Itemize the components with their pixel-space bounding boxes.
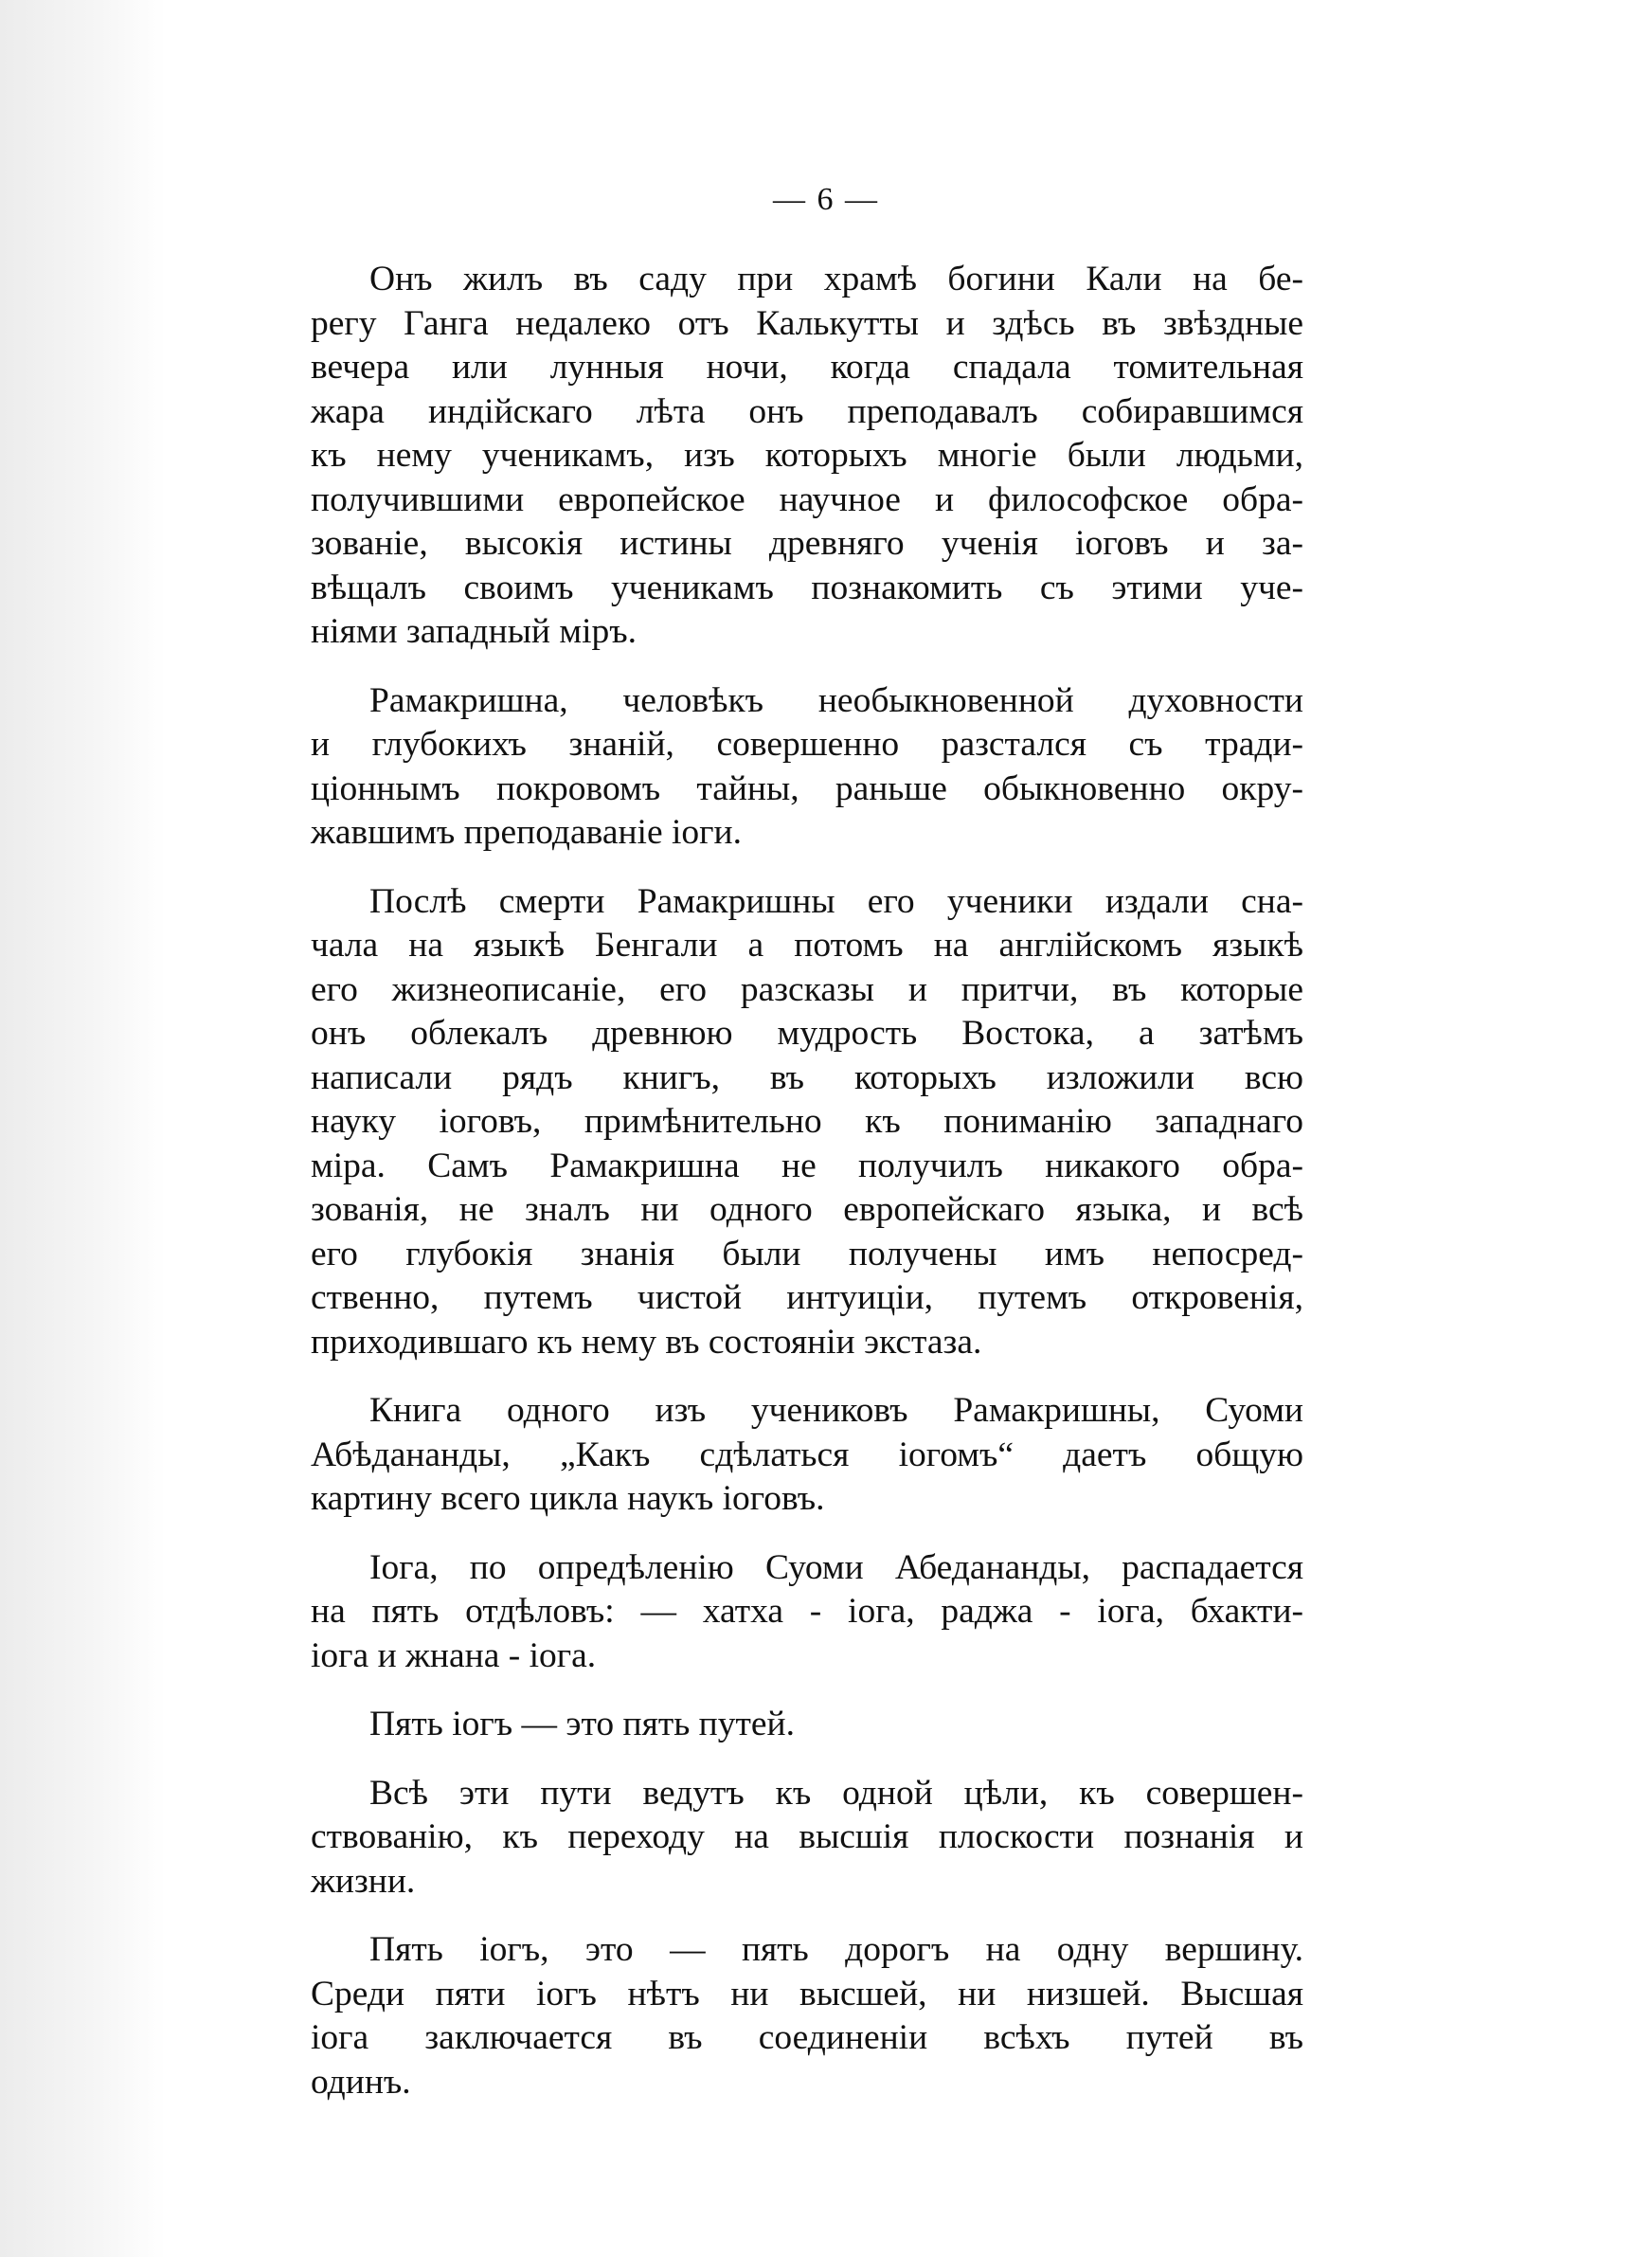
text-line: вечера или лунныя ночи, когда спадала томительная <box>311 348 1303 387</box>
text-line: его жизнеописаніе, его разсказы и притчи, въ которые <box>311 969 1303 1009</box>
text-line: Среди пяти іогъ нѣтъ ни высшей, ни низшей. Высшая <box>311 1974 1303 2013</box>
text-line: Пять іогъ, это — пять дорогъ на одну вершину. <box>369 1930 1303 1969</box>
text-line: ствованію, къ переходу на высшія плоскости познанія и <box>311 1817 1303 1856</box>
text-line: жара индійскаго лѣта онъ преподавалъ собиравшимся <box>311 391 1303 431</box>
paragraph <box>311 258 1303 655</box>
text-line: зованія, не зналъ ни одного европейскаго языка, и всѣ <box>311 1190 1303 1229</box>
text-line: Послѣ смерти Рамакришны его ученики издали сна- <box>369 881 1303 921</box>
text-line: ніями западный міръ. <box>311 612 637 651</box>
text-line: получившими европейское научное и философское обра- <box>311 479 1303 519</box>
paragraph <box>311 1703 1303 1747</box>
text-line: и глубокихъ знаній, совершенно разстался съ тради- <box>311 725 1303 764</box>
body-text <box>311 258 1303 2129</box>
page-number: — 6 — <box>773 182 879 217</box>
scan-edge-shadow <box>0 0 166 2257</box>
text-line: ственно, путемъ чистой интуиціи, путемъ откровенія, <box>311 1278 1303 1317</box>
text-line: картину всего цикла наукъ іоговъ. <box>311 1479 825 1518</box>
text-line: на пять отдѣловъ: — хатха - іога, раджа - іога, бхакти- <box>311 1592 1303 1631</box>
paragraph <box>311 1772 1303 1905</box>
text-line: вѣщалъ своимъ ученикамъ познакомить съ этими уче- <box>311 568 1303 607</box>
paragraph <box>311 679 1303 856</box>
text-line: Абѣдананды, „Какъ сдѣлаться іогомъ“ даетъ общую <box>311 1435 1303 1474</box>
text-line: приходившаго къ нему въ состояніи экстаза. <box>311 1322 982 1362</box>
text-line: жавшимъ преподаваніе іоги. <box>311 813 742 852</box>
text-line: Іога, по опредѣленію Суоми Абедананды, распадается <box>369 1547 1303 1587</box>
text-line: одинъ. <box>311 2062 411 2102</box>
text-line: міра. Самъ Рамакришна не получилъ никакого обра- <box>311 1146 1303 1185</box>
text-line: жизни. <box>311 1861 416 1901</box>
text-line: зованіе, высокія истины древняго ученія іоговъ и за- <box>311 524 1303 563</box>
text-line: къ нему ученикамъ, изъ которыхъ многіе были людьми, <box>311 436 1303 475</box>
text-line: Онъ жилъ въ саду при храмѣ богини Кали на бе- <box>369 260 1303 298</box>
paragraph <box>311 880 1303 1365</box>
paragraph <box>311 1928 1303 2104</box>
text-line: іога и жнана - іога. <box>311 1635 597 1675</box>
text-line: іога заключается въ соединеніи всѣхъ путей въ <box>311 2018 1303 2057</box>
text-line: чала на языкѣ Бенгали а потомъ на англійскомъ языкѣ <box>311 926 1303 965</box>
text-line: онъ облекалъ древнюю мудрость Востока, а затѣмъ <box>311 1014 1303 1053</box>
paragraph <box>311 1389 1303 1522</box>
text-line: регу Ганга недалеко отъ Калькутты и здѣсь въ звѣздные <box>311 303 1303 343</box>
text-line: Пять іогъ — это пять путей. <box>369 1705 795 1743</box>
text-line: его глубокія знанія были получены имъ непосред- <box>311 1234 1303 1273</box>
text-line: написали рядъ книгъ, въ которыхъ изложили всю <box>311 1057 1303 1097</box>
text-line: Книга одного изъ учениковъ Рамакришны, Суоми <box>369 1391 1303 1430</box>
text-line: Всѣ эти пути ведутъ къ одной цѣли, къ совершен- <box>369 1773 1303 1813</box>
text-line: ціоннымъ покровомъ тайны, раньше обыкновенно окру- <box>311 768 1303 808</box>
text-line: Рамакришна, человѣкъ необыкновенной духовности <box>369 680 1303 720</box>
paragraph <box>311 1546 1303 1679</box>
text-line: науку іоговъ, примѣнительно къ пониманію западнаго <box>311 1102 1303 1141</box>
